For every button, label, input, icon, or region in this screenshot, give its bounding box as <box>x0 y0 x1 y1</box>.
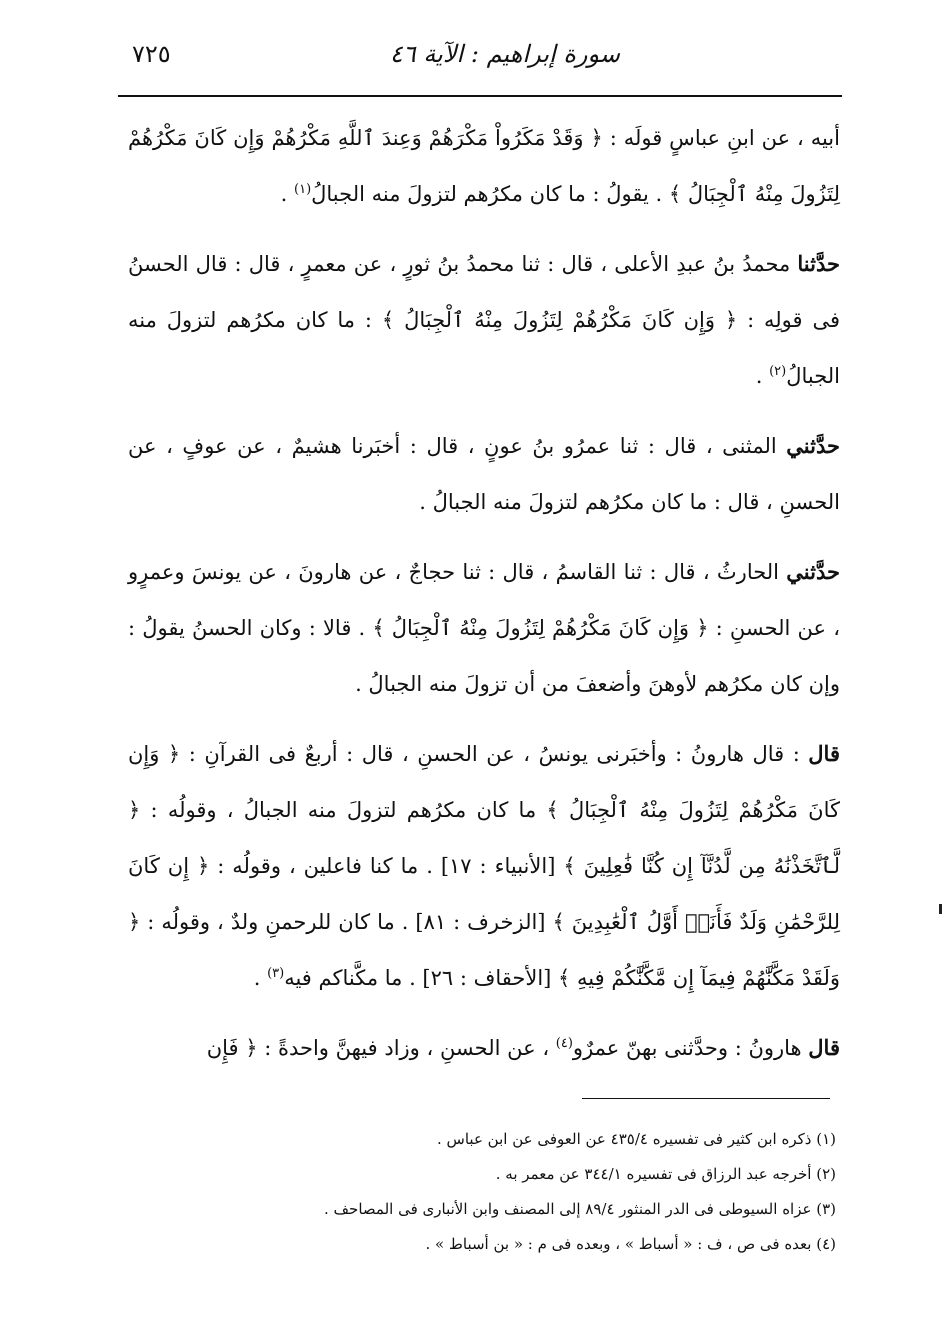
paragraph <box>128 110 840 222</box>
footnote: (٣) عزاه السيوطى فى الدر المنثور ٨٩/٤ إلى المصنف وابن الأنبارى فى المصاحف . <box>323 1200 836 1218</box>
paragraph-lead: قال <box>808 1035 840 1060</box>
paragraph-text: أبيه ، عن ابنِ عباسٍ قولَه : ﴿ وَقَدْ مَكَرُواْ مَكْرَهُمْ وَعِندَ ٱللَّهِ مَكْرُهُمْ وَإِن كَانَ مَكْرُهُمْ لِتَزُولَ مِنْهُ ٱلْجِبَالُ ﴾ . يقولُ : ما كان مكرُهم لتزولَ منه الجبالُ <box>128 126 840 206</box>
paragraph-tail: . <box>280 182 294 206</box>
footnotes <box>180 1122 836 1262</box>
page-header <box>118 38 840 88</box>
paragraph <box>128 1020 840 1076</box>
footnote-ref: (١) <box>294 182 312 197</box>
paragraph-text: الحارثُ ، قال : ثنا القاسمُ ، قال : ثنا حجاجٌ ، عن هارونَ ، عن يونسَ وعمرٍو ، عن الحسنِ : ﴿ وَإِن كَانَ مَكْرُهُمْ لِتَزُولَ مِنْهُ ٱلْجِبَالُ ﴾ . قالا : وكان الحسنُ يقولُ : وإن كان مكرُهم لأوهنَ وأضعفَ من أن تزولَ منه الجبالُ . <box>128 560 840 696</box>
footnote: (٤) بعده فى ص ، ف : « أسباط » ، وبعده فى م : « بن أسباط » . <box>425 1235 836 1253</box>
paragraph <box>128 418 840 530</box>
main-text <box>128 110 840 1090</box>
footnote: (٢) أخرجه عبد الرزاق فى تفسيره ٣٤٤/١ عن معمر به . <box>495 1165 836 1183</box>
paragraph-tail: ، عن الحسنِ ، وزاد فيهنَّ واحدةً : ﴿ فَإِن <box>206 1036 556 1060</box>
header-rule <box>118 95 842 97</box>
paragraph-text: هارونُ : وحدَّثنى بهنّ عمرٌو <box>572 1036 809 1060</box>
paragraph-text: : قال هارونُ : وأخبَرنى يونسُ ، عن الحسنِ ، قال : أربعٌ فى القرآنِ : ﴿ وَإِن كَانَ مَكْرُهُمْ لِتَزُولَ مِنْهُ ٱلْجِبَالُ ﴾ ما كان مكرُهم لتزولَ منه الجبالُ ، وقولُه : ﴿ لَّٱتَّخَذْنَٰهُ مِن لَّدُنَّآ إِن كُنَّا فَٰعِلِينَ ﴾ [الأنبياء : ١٧] . ما كنا فاعلين ، وقولُه : ﴿ إِن كَانَ لِلرَّحْمَٰنِ وَلَدٌ فَأَنَا۠ أَوَّلُ ٱلْعَٰبِدِينَ ﴾ [الزخرف : ٨١] . ما كان للرحمنِ ولدٌ ، وقولُه : ﴿ وَلَقَدْ مَكَّنَّٰهُمْ فِيمَآ إِن مَّكَّنَّٰكُمْ فِيهِ ﴾ [الأحقاف : ٢٦] . ما مكَّناكم فيه <box>128 742 840 990</box>
running-title: سورة إبراهيم : الآية ٤٦ <box>389 40 620 68</box>
footnote-ref: (٣) <box>267 966 285 981</box>
footnote: (١) ذكره ابن كثير فى تفسيره ٤٣٥/٤ عن العوفى عن ابن عباس . <box>437 1130 836 1148</box>
paragraph <box>128 544 840 712</box>
paragraph-lead: حدَّثني <box>786 433 840 458</box>
paragraph-tail: . <box>755 364 770 388</box>
paragraph-text: المثنى ، قال : ثنا عمرُو بنُ عونٍ ، قال : أخبَرنا هشيمٌ ، عن عوفٍ ، عن الحسنِ ، قال : ما كان مكرُهم لتزولَ منه الجبالُ . <box>128 434 840 514</box>
paragraph-text: محمدُ بنُ عبدِ الأعلى ، قال : ثنا محمدُ بنُ ثورٍ ، عن معمرٍ ، قال : قال الحسنُ فى قولِه : ﴿ وَإِن كَانَ مَكْرُهُمْ لِتَزُولَ مِنْهُ ٱلْجِبَالُ ﴾ : ما كان مكرُهم لتزولَ منه الجبالُ <box>128 252 840 388</box>
footnote-ref: (٢) <box>769 364 787 379</box>
paragraph <box>128 726 840 1006</box>
paragraph-tail: . <box>253 966 268 990</box>
paragraph-lead: قال <box>808 741 840 766</box>
page-number: ٧٢٥ <box>132 40 171 68</box>
paragraph <box>128 236 840 404</box>
paragraph-lead: حدَّثني <box>786 559 840 584</box>
footnote-ref: (٤) <box>555 1036 573 1051</box>
scan-mark <box>939 904 942 914</box>
paragraph-lead: حدَّثنا <box>797 251 840 276</box>
footnote-rule <box>582 1098 830 1099</box>
